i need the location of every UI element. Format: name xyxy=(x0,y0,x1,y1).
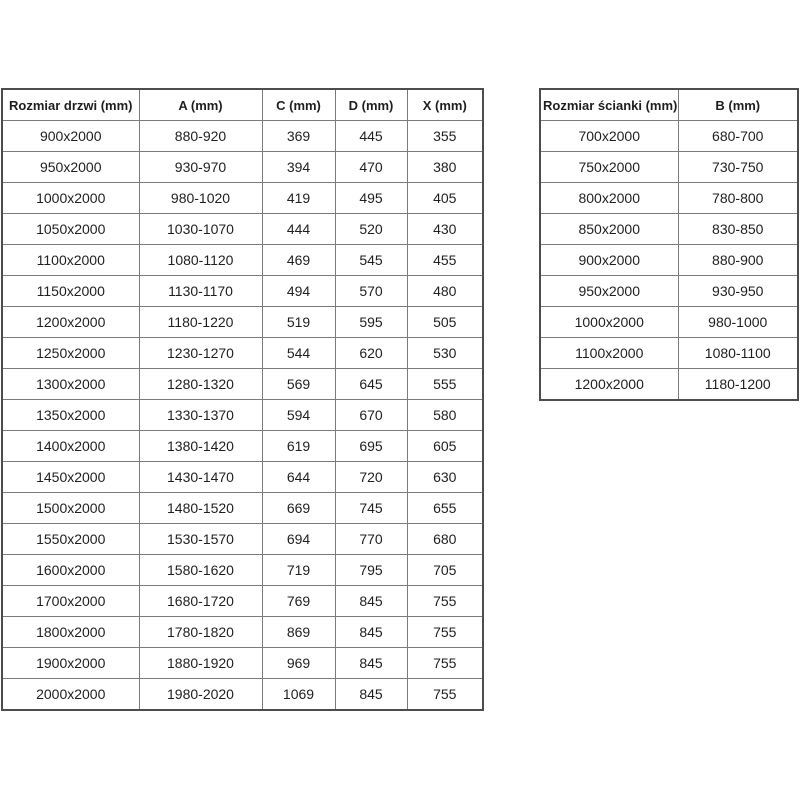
table-cell: 1000x2000 xyxy=(540,307,678,338)
table-row xyxy=(2,586,483,617)
table-cell: 555 xyxy=(407,369,483,400)
table-cell: 980-1020 xyxy=(139,183,262,214)
table-cell: 845 xyxy=(335,617,407,648)
table-cell: 1400x2000 xyxy=(2,431,139,462)
table-cell: 570 xyxy=(335,276,407,307)
table-cell: 830-850 xyxy=(678,214,798,245)
table-cell: 1980-2020 xyxy=(139,679,262,711)
table-cell: 419 xyxy=(262,183,335,214)
column-header: C (mm) xyxy=(262,89,335,121)
table-cell: 1130-1170 xyxy=(139,276,262,307)
table-cell: 845 xyxy=(335,679,407,711)
table-cell: 880-920 xyxy=(139,121,262,152)
table-row xyxy=(2,493,483,524)
table-cell: 1680-1720 xyxy=(139,586,262,617)
table-cell: 695 xyxy=(335,431,407,462)
table-cell: 900x2000 xyxy=(540,245,678,276)
table-row xyxy=(2,307,483,338)
table-cell: 470 xyxy=(335,152,407,183)
table-cell: 505 xyxy=(407,307,483,338)
table-cell: 1180-1200 xyxy=(678,369,798,401)
table-cell: 369 xyxy=(262,121,335,152)
table-cell: 950x2000 xyxy=(2,152,139,183)
table-row xyxy=(2,679,483,711)
table-cell: 1030-1070 xyxy=(139,214,262,245)
table-cell: 1350x2000 xyxy=(2,400,139,431)
table-cell: 1800x2000 xyxy=(2,617,139,648)
table-cell: 669 xyxy=(262,493,335,524)
table-cell: 480 xyxy=(407,276,483,307)
table-cell: 755 xyxy=(407,617,483,648)
table-cell: 950x2000 xyxy=(540,276,678,307)
table-cell: 1900x2000 xyxy=(2,648,139,679)
table-cell: 930-970 xyxy=(139,152,262,183)
table-cell: 755 xyxy=(407,679,483,711)
table-cell: 569 xyxy=(262,369,335,400)
table-row xyxy=(2,214,483,245)
table-cell: 594 xyxy=(262,400,335,431)
table-cell: 1880-1920 xyxy=(139,648,262,679)
table-cell: 719 xyxy=(262,555,335,586)
table-row xyxy=(540,121,798,152)
table-cell: 1200x2000 xyxy=(2,307,139,338)
table-cell: 780-800 xyxy=(678,183,798,214)
table-cell: 544 xyxy=(262,338,335,369)
table-row xyxy=(2,524,483,555)
table-cell: 455 xyxy=(407,245,483,276)
table-cell: 680 xyxy=(407,524,483,555)
table-cell: 2000x2000 xyxy=(2,679,139,711)
table-cell: 1500x2000 xyxy=(2,493,139,524)
table-cell: 795 xyxy=(335,555,407,586)
table-row xyxy=(2,462,483,493)
table-cell: 1430-1470 xyxy=(139,462,262,493)
table-cell: 405 xyxy=(407,183,483,214)
table-cell: 1280-1320 xyxy=(139,369,262,400)
table-cell: 1380-1420 xyxy=(139,431,262,462)
table-row xyxy=(2,245,483,276)
table-cell: 605 xyxy=(407,431,483,462)
table-row xyxy=(540,338,798,369)
table-row xyxy=(540,276,798,307)
table-cell: 680-700 xyxy=(678,121,798,152)
table-cell: 694 xyxy=(262,524,335,555)
column-header: Rozmiar ścianki (mm) xyxy=(540,89,678,121)
table-cell: 770 xyxy=(335,524,407,555)
table-cell: 1100x2000 xyxy=(2,245,139,276)
table-cell: 1700x2000 xyxy=(2,586,139,617)
table-cell: 745 xyxy=(335,493,407,524)
table-row xyxy=(540,183,798,214)
table-cell: 380 xyxy=(407,152,483,183)
table-row xyxy=(2,121,483,152)
table-cell: 620 xyxy=(335,338,407,369)
table-cell: 1200x2000 xyxy=(540,369,678,401)
table-cell: 845 xyxy=(335,586,407,617)
table-cell: 900x2000 xyxy=(2,121,139,152)
table-cell: 430 xyxy=(407,214,483,245)
table-cell: 1080-1120 xyxy=(139,245,262,276)
table-cell: 355 xyxy=(407,121,483,152)
table-cell: 1180-1220 xyxy=(139,307,262,338)
table-cell: 980-1000 xyxy=(678,307,798,338)
table-cell: 394 xyxy=(262,152,335,183)
table-cell: 670 xyxy=(335,400,407,431)
table-cell: 755 xyxy=(407,586,483,617)
table-cell: 969 xyxy=(262,648,335,679)
table-cell: 595 xyxy=(335,307,407,338)
table-cell: 519 xyxy=(262,307,335,338)
table-cell: 800x2000 xyxy=(540,183,678,214)
table-cell: 1330-1370 xyxy=(139,400,262,431)
table-cell: 645 xyxy=(335,369,407,400)
table-row xyxy=(2,617,483,648)
column-header: D (mm) xyxy=(335,89,407,121)
table-cell: 469 xyxy=(262,245,335,276)
door-size-table xyxy=(1,88,484,711)
table-cell: 1300x2000 xyxy=(2,369,139,400)
header-row xyxy=(2,89,483,121)
table-cell: 1450x2000 xyxy=(2,462,139,493)
table-cell: 444 xyxy=(262,214,335,245)
table-cell: 1530-1570 xyxy=(139,524,262,555)
table-row xyxy=(2,369,483,400)
column-header: X (mm) xyxy=(407,89,483,121)
table-cell: 1069 xyxy=(262,679,335,711)
table-row xyxy=(2,152,483,183)
table-cell: 1600x2000 xyxy=(2,555,139,586)
table-row xyxy=(540,214,798,245)
table-cell: 520 xyxy=(335,214,407,245)
table-cell: 869 xyxy=(262,617,335,648)
table-cell: 1580-1620 xyxy=(139,555,262,586)
table-cell: 845 xyxy=(335,648,407,679)
table-cell: 630 xyxy=(407,462,483,493)
table-cell: 1780-1820 xyxy=(139,617,262,648)
column-header: A (mm) xyxy=(139,89,262,121)
table-cell: 1050x2000 xyxy=(2,214,139,245)
table-row xyxy=(540,245,798,276)
table-cell: 930-950 xyxy=(678,276,798,307)
table-cell: 494 xyxy=(262,276,335,307)
table-cell: 445 xyxy=(335,121,407,152)
table-cell: 705 xyxy=(407,555,483,586)
column-header: Rozmiar drzwi (mm) xyxy=(2,89,139,121)
table-row xyxy=(2,648,483,679)
table-cell: 619 xyxy=(262,431,335,462)
table-cell: 1250x2000 xyxy=(2,338,139,369)
table-row xyxy=(2,431,483,462)
table-cell: 580 xyxy=(407,400,483,431)
table-row xyxy=(2,276,483,307)
table-cell: 644 xyxy=(262,462,335,493)
table-cell: 655 xyxy=(407,493,483,524)
table-row xyxy=(2,400,483,431)
table-cell: 1230-1270 xyxy=(139,338,262,369)
table-cell: 880-900 xyxy=(678,245,798,276)
table-cell: 850x2000 xyxy=(540,214,678,245)
table-cell: 530 xyxy=(407,338,483,369)
wall-size-table xyxy=(539,88,799,401)
table-cell: 700x2000 xyxy=(540,121,678,152)
table-row xyxy=(2,338,483,369)
table-cell: 720 xyxy=(335,462,407,493)
table-cell: 1000x2000 xyxy=(2,183,139,214)
header-row xyxy=(540,89,798,121)
table-row xyxy=(540,152,798,183)
table-row xyxy=(540,307,798,338)
table-cell: 545 xyxy=(335,245,407,276)
column-header: B (mm) xyxy=(678,89,798,121)
table-cell: 1150x2000 xyxy=(2,276,139,307)
table-row xyxy=(2,183,483,214)
table-cell: 1550x2000 xyxy=(2,524,139,555)
table-cell: 755 xyxy=(407,648,483,679)
table-cell: 495 xyxy=(335,183,407,214)
table-row xyxy=(540,369,798,401)
table-cell: 769 xyxy=(262,586,335,617)
table-cell: 1080-1100 xyxy=(678,338,798,369)
table-cell: 750x2000 xyxy=(540,152,678,183)
table-row xyxy=(2,555,483,586)
table-cell: 730-750 xyxy=(678,152,798,183)
table-cell: 1100x2000 xyxy=(540,338,678,369)
table-cell: 1480-1520 xyxy=(139,493,262,524)
